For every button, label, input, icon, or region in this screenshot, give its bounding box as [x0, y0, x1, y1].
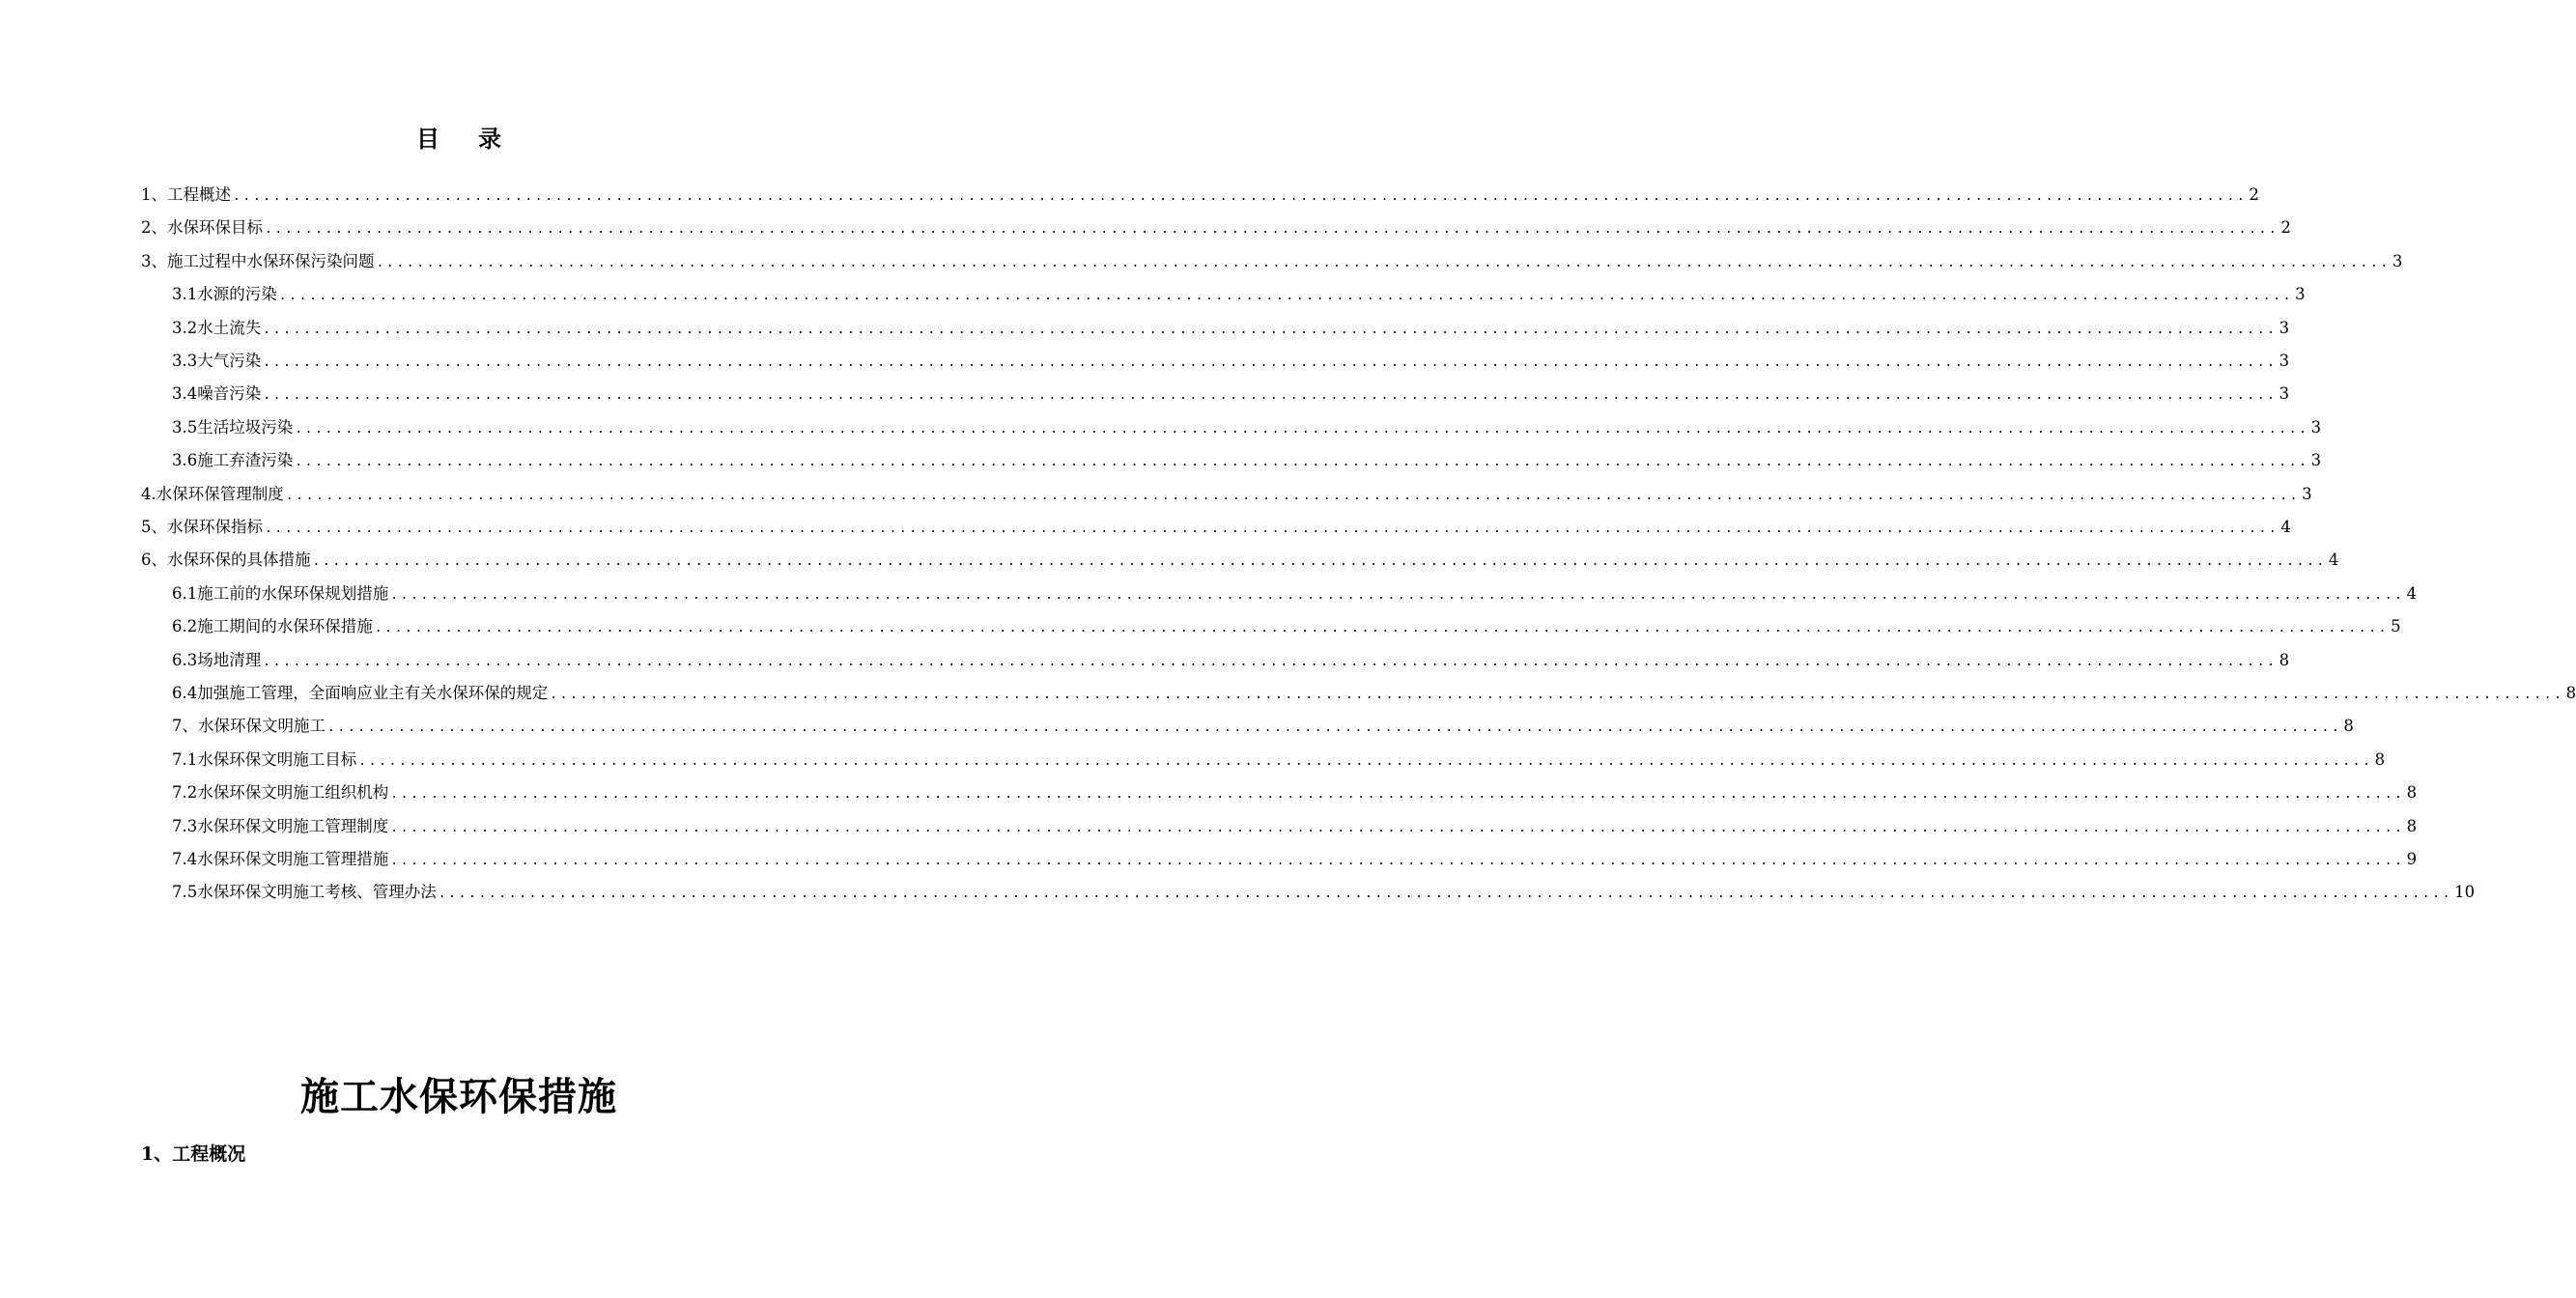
toc-page-number: 3 [2295, 285, 2306, 304]
toc-entry-label: 6.1施工前的水保环保规划措施 [172, 583, 389, 603]
toc-page-number: 3 [2310, 417, 2322, 437]
toc-entry[interactable] [172, 746, 2386, 775]
toc-entry-label: 3、施工过程中水保环保污染问题 [141, 251, 375, 270]
toc-dot-leader: ........................................................................................................................................................................................................ [312, 554, 2327, 570]
toc-dot-leader: ........................................................................................................................................................................................................ [263, 654, 2278, 669]
toc-entry[interactable] [172, 413, 2322, 442]
toc-entry-label: 7.3水保环保文明施工管理制度 [172, 816, 389, 835]
toc-entry-label: 3.2水土流失 [172, 318, 262, 337]
toc-entry-label: 3.5生活垃圾污染 [172, 417, 294, 437]
toc-dot-leader: ........................................................................................................................................................................................................ [278, 289, 2294, 304]
toc-entry-label: 5、水保环保指标 [141, 518, 263, 536]
toc-entry-label: 6、水保环保的具体措施 [141, 550, 311, 570]
toc-dot-leader: ........................................................................................................................................................................................................ [376, 255, 2391, 270]
toc-page-number: 3 [2279, 352, 2290, 370]
toc-page-number: 4 [2328, 550, 2339, 570]
toc-page-number: 2 [2280, 218, 2291, 238]
toc-dot-leader: ........................................................................................................................................................................................................ [265, 522, 2279, 536]
toc-entry[interactable] [141, 480, 2312, 509]
toc-entry[interactable] [172, 845, 2418, 874]
toc-page-number: 4 [2280, 518, 2291, 536]
toc-dot-leader: ........................................................................................................................................................................................................ [233, 189, 2248, 204]
toc-dot-leader: ........................................................................................................................................................................................................ [390, 787, 2405, 803]
toc-entry[interactable] [172, 280, 2306, 309]
document-title: 施工水保环保措施 [300, 1074, 617, 1119]
toc-entry[interactable] [172, 446, 2322, 475]
toc-entry-label: 4.水保环保管理制度 [141, 484, 284, 503]
toc-entry-label: 7.5水保环保文明施工考核、管理办法 [172, 883, 437, 902]
toc-dot-leader: ........................................................................................................................................................................................................ [390, 587, 2405, 603]
toc-dot-leader: ........................................................................................................................................................................................................ [390, 854, 2405, 868]
toc-entry[interactable] [172, 579, 2418, 608]
toc-page-number: 2 [2249, 185, 2259, 204]
toc-dot-leader: ........................................................................................................................................................................................................ [390, 820, 2405, 835]
toc-entry-label: 6.2施工期间的水保环保措施 [172, 617, 373, 636]
toc-entry-label: 1、工程概述 [141, 185, 231, 204]
toc-page-number: 3 [2310, 451, 2322, 470]
toc-dot-leader: ........................................................................................................................................................................................................ [374, 621, 2390, 636]
toc-entry[interactable] [172, 380, 2290, 409]
toc-entry-label: 3.1水源的污染 [172, 285, 277, 304]
toc-heading-char: 录 [478, 125, 501, 153]
toc-heading [0, 120, 918, 158]
toc-page-number: 3 [2279, 384, 2290, 404]
toc-entry[interactable] [172, 812, 2418, 841]
toc-page-number: 8 [2279, 650, 2290, 669]
toc-entry-label: 7、水保环保文明施工 [172, 717, 326, 736]
toc-entry[interactable] [141, 213, 2291, 242]
toc-entry-label: 3.4噪音污染 [172, 384, 262, 404]
toc-entry[interactable] [141, 513, 2291, 542]
toc-entry[interactable] [172, 612, 2401, 641]
toc-entry[interactable] [172, 646, 2290, 675]
toc-entry[interactable] [172, 347, 2290, 376]
toc-page-number: 8 [2374, 749, 2386, 769]
toc-page-number: 3 [2392, 251, 2403, 270]
toc-entry[interactable] [172, 878, 2476, 907]
toc-entry-label: 3.6施工弃渣污染 [172, 451, 294, 470]
toc-dot-leader: ........................................................................................................................................................................................................ [263, 322, 2278, 337]
toc-entry[interactable] [141, 181, 2259, 210]
toc-dot-leader: ........................................................................................................................................................................................................ [327, 720, 2342, 736]
toc-dot-leader: ........................................................................................................................................................................................................ [263, 355, 2278, 370]
toc-entry[interactable] [172, 778, 2418, 807]
toc-entry[interactable] [172, 712, 2354, 741]
toc-page-number: 9 [2406, 850, 2418, 868]
toc-entry-label: 6.3场地清理 [172, 650, 262, 669]
toc-dot-leader: ........................................................................................................................................................................................................ [285, 488, 2301, 503]
toc-entry[interactable] [172, 679, 2576, 708]
toc-entry[interactable] [172, 314, 2290, 343]
toc-dot-leader: ........................................................................................................................................................................................................ [295, 421, 2309, 437]
toc-page-number: 8 [2343, 717, 2354, 736]
toc-entry-label: 7.2水保环保文明施工组织机构 [172, 783, 389, 803]
toc-dot-leader: ........................................................................................................................................................................................................ [265, 222, 2279, 238]
toc-entry-label: 7.1水保环保文明施工目标 [172, 749, 357, 769]
toc-dot-leader: ........................................................................................................................................................................................................ [358, 753, 2373, 769]
toc-dot-leader: ........................................................................................................................................................................................................ [550, 688, 2564, 702]
toc-heading-char: 目 [416, 125, 439, 153]
toc-page-number: 10 [2454, 883, 2476, 902]
toc-entry-label: 3.3大气污染 [172, 352, 262, 370]
toc-entry-label: 6.4加强施工管理，全面响应业主有关水保环保的规定 [172, 684, 549, 702]
toc-entry[interactable] [141, 247, 2403, 276]
toc-page-number: 5 [2391, 617, 2401, 636]
toc-page-number: 4 [2406, 583, 2418, 603]
toc-dot-leader: ........................................................................................................................................................................................................ [438, 887, 2453, 902]
toc-dot-leader: ........................................................................................................................................................................................................ [295, 455, 2309, 470]
toc-dot-leader: ........................................................................................................................................................................................................ [263, 388, 2278, 404]
toc-entry-label: 2、水保环保目标 [141, 218, 263, 238]
toc-page-number: 3 [2302, 484, 2312, 503]
toc-page-number: 3 [2279, 318, 2290, 337]
toc-page-number: 8 [2406, 816, 2418, 835]
toc-entry[interactable] [141, 546, 2339, 575]
section-heading: 1、工程概况 [141, 1143, 246, 1165]
toc-entry-label: 7.4水保环保文明施工管理措施 [172, 850, 389, 868]
toc-page-number: 8 [2406, 783, 2418, 803]
toc-page-number: 8 [2565, 684, 2576, 702]
